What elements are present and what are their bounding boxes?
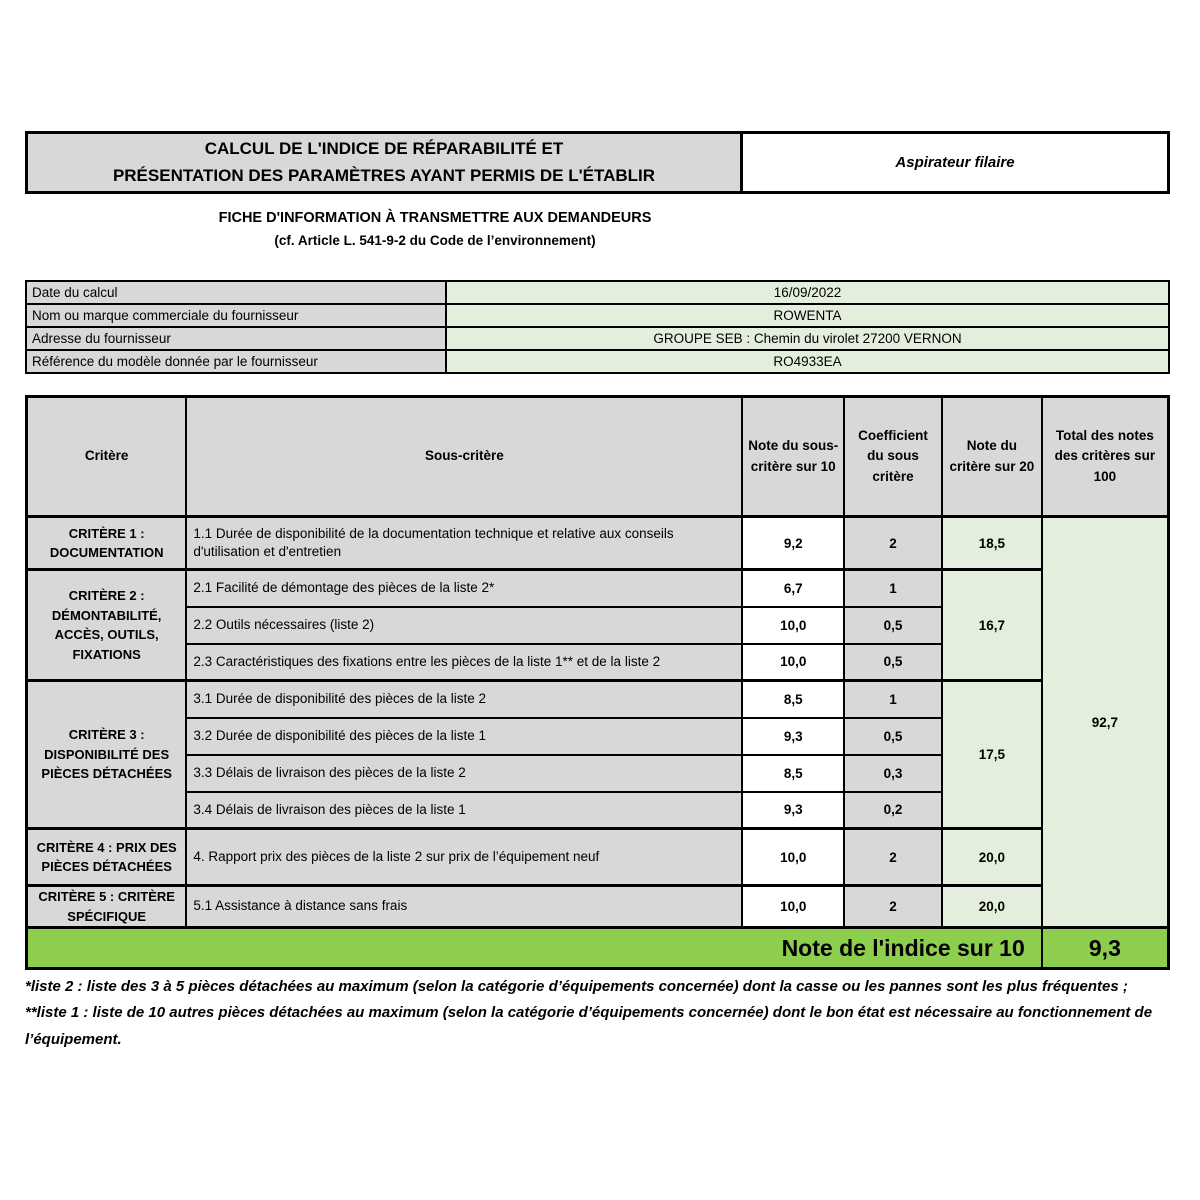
note20-critere-5: 20,0	[942, 886, 1042, 928]
sous-critere-2-3: 2.3 Caractéristiques des fixations entre les pièces de la liste 1** et de la liste 2	[186, 644, 742, 681]
footnotes	[25, 974, 1170, 1053]
table-row	[27, 829, 1169, 886]
header-coefficient: Coefficient du sous critère	[844, 397, 942, 517]
note-3-1: 8,5	[742, 681, 844, 718]
total-sur-100: 92,7	[1042, 517, 1169, 928]
index-footer-row	[27, 928, 1169, 969]
critere-3-label: CRITÈRE 3 : DISPONIBILITÉ DES PIÈCES DÉTACHÉES	[27, 681, 187, 829]
coef-2-3: 0,5	[844, 644, 942, 681]
sous-critere-2-1: 2.1 Facilité de démontage des pièces de la liste 2*	[186, 570, 742, 607]
footnote-liste-1: **liste 1 : liste de 10 autres pièces détachées au maximum (selon la catégorie d’équipements concernée) dont le bon état est nécessaire au fonctionnement de l’équipement.	[25, 1004, 1153, 1048]
coef-3-2: 0,5	[844, 718, 942, 755]
criteria-table	[25, 395, 1170, 970]
note-4: 10,0	[742, 829, 844, 886]
criteria-table-header	[27, 397, 1169, 517]
footnote-liste-2: *liste 2 : liste des 3 à 5 pièces détachées au maximum (selon la catégorie d’équipements concernée) dont la casse ou les pannes sont les plus fréquentes ;	[25, 978, 1128, 995]
header-note-critere: Note du critère sur 20	[942, 397, 1042, 517]
info-value-model: RO4933EA	[446, 350, 1169, 373]
coef-2-1: 1	[844, 570, 942, 607]
header-critere: Critère	[27, 397, 187, 517]
coef-3-4: 0,2	[844, 792, 942, 829]
critere-5-label: CRITÈRE 5 : CRITÈRE SPÉCIFIQUE	[27, 886, 187, 928]
coef-2-2: 0,5	[844, 607, 942, 644]
coef-4: 2	[844, 829, 942, 886]
info-row-date	[26, 281, 1169, 304]
info-label-model: Référence du modèle donnée par le fournisseur	[26, 350, 446, 373]
index-value: 9,3	[1042, 928, 1169, 969]
info-label-date: Date du calcul	[26, 281, 446, 304]
critere-2-label: CRITÈRE 2 : DÉMONTABILITÉ, ACCÈS, OUTILS, FIXATIONS	[27, 570, 187, 681]
sous-critere-3-3: 3.3 Délais de livraison des pièces de la liste 2	[186, 755, 742, 792]
critere-1-label: CRITÈRE 1 : DOCUMENTATION	[27, 517, 187, 570]
info-label-address: Adresse du fournisseur	[26, 327, 446, 350]
coef-1-1: 2	[844, 517, 942, 570]
sous-critere-3-1: 3.1 Durée de disponibilité des pièces de la liste 2	[186, 681, 742, 718]
header-sous-critere: Sous-critère	[186, 397, 742, 517]
subtitle: FICHE D'INFORMATION À TRANSMETTRE AUX DEMANDEURS	[218, 210, 652, 226]
document-title-line1: CALCUL DE L'INDICE DE RÉPARABILITÉ ET	[204, 139, 564, 159]
critere-4-label: CRITÈRE 4 : PRIX DES PIÈCES DÉTACHÉES	[27, 829, 187, 886]
note20-critere-2: 16,7	[942, 570, 1042, 681]
info-row-brand	[26, 304, 1169, 327]
note-5-1: 10,0	[742, 886, 844, 928]
sous-critere-2-2: 2.2 Outils nécessaires (liste 2)	[186, 607, 742, 644]
table-row	[27, 681, 1169, 718]
supplier-info-table	[25, 280, 1170, 374]
note-2-1: 6,7	[742, 570, 844, 607]
info-value-address: GROUPE SEB : Chemin du virolet 27200 VERNON	[446, 327, 1169, 350]
table-row	[27, 517, 1169, 570]
sous-critere-3-4: 3.4 Délais de livraison des pièces de la liste 1	[186, 792, 742, 829]
sous-critere-4: 4. Rapport prix des pièces de la liste 2 sur prix de l’équipement neuf	[186, 829, 742, 886]
header-total: Total des notes des critères sur 100	[1042, 397, 1169, 517]
coef-5-1: 2	[844, 886, 942, 928]
note-2-3: 10,0	[742, 644, 844, 681]
note-3-2: 9,3	[742, 718, 844, 755]
info-value-brand: ROWENTA	[446, 304, 1169, 327]
table-row	[27, 570, 1169, 607]
info-value-date: 16/09/2022	[446, 281, 1169, 304]
index-label: Note de l'indice sur 10	[27, 928, 1042, 969]
info-label-brand: Nom ou marque commerciale du fournisseur	[26, 304, 446, 327]
document-title-line2: PRÉSENTATION DES PARAMÈTRES AYANT PERMIS DE L'ÉTABLIR	[112, 165, 656, 185]
sous-critere-3-2: 3.2 Durée de disponibilité des pièces de la liste 1	[186, 718, 742, 755]
title-block	[25, 131, 1170, 194]
table-row	[27, 886, 1169, 928]
subtitle-reference: (cf. Article L. 541-9-2 du Code de l’environnement)	[274, 233, 596, 248]
subtitle-block	[25, 210, 845, 248]
product-type-label: Aspirateur filaire	[743, 134, 1167, 191]
note20-critere-4: 20,0	[942, 829, 1042, 886]
sous-critere-1-1: 1.1 Durée de disponibilité de la documentation technique et relative aux conseils d'utilisation et d'entretien	[186, 517, 742, 570]
note20-critere-1: 18,5	[942, 517, 1042, 570]
sous-critere-5-1: 5.1 Assistance à distance sans frais	[186, 886, 742, 928]
note-2-2: 10,0	[742, 607, 844, 644]
coef-3-1: 1	[844, 681, 942, 718]
document-title	[28, 134, 743, 191]
coef-3-3: 0,3	[844, 755, 942, 792]
note20-critere-3: 17,5	[942, 681, 1042, 829]
info-row-address	[26, 327, 1169, 350]
note-3-3: 8,5	[742, 755, 844, 792]
note-3-4: 9,3	[742, 792, 844, 829]
note-1-1: 9,2	[742, 517, 844, 570]
header-note-sous-critere: Note du sous-critère sur 10	[742, 397, 844, 517]
info-row-model	[26, 350, 1169, 373]
